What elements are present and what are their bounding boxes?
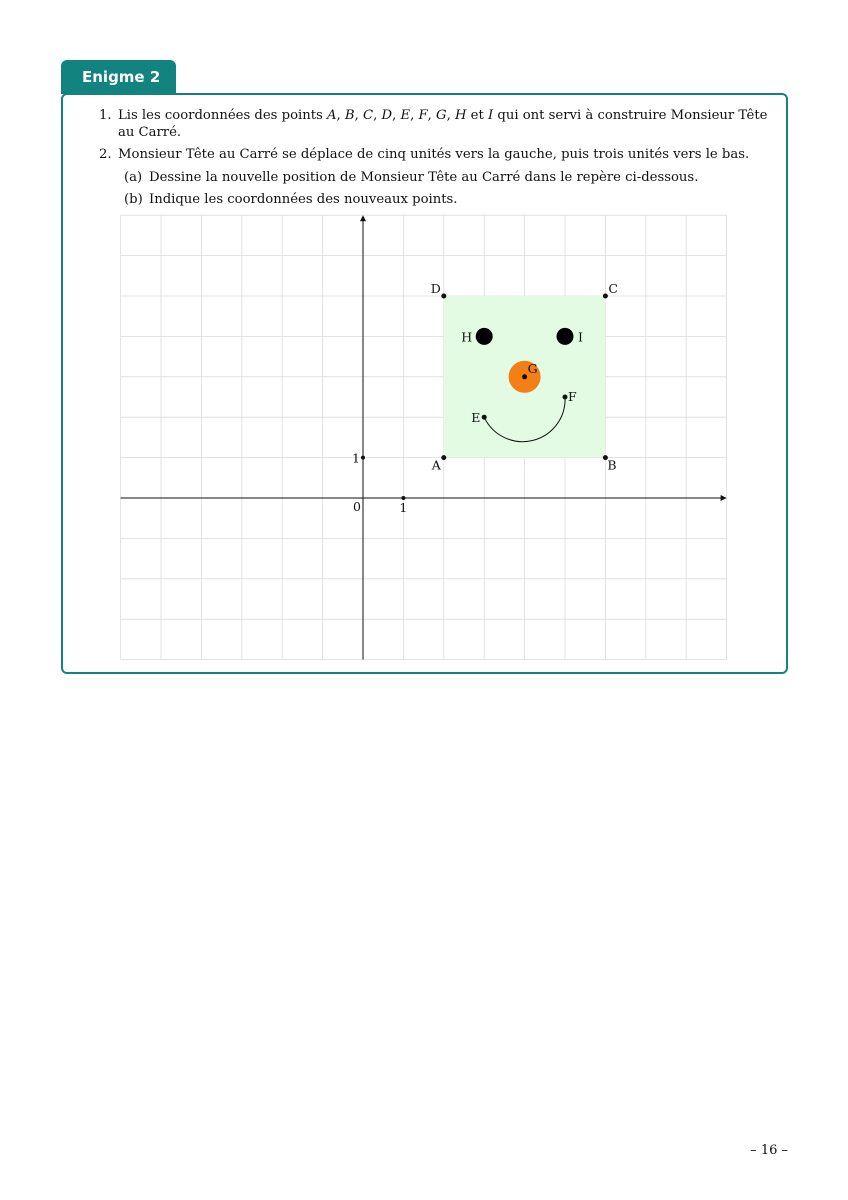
question-1-line-1: Lis les coordonnées des points A, B, C, D, E, F, G, H et I qui ont servi à construire Monsieur Tête	[118, 108, 768, 123]
label-H: H	[461, 329, 473, 345]
point-D	[441, 294, 446, 299]
subquestion-a-text: Dessine la nouvelle position de Monsieur Tête au Carré dans le repère ci-dessous.	[149, 170, 699, 185]
axes	[121, 215, 727, 659]
point-F	[563, 395, 568, 400]
question-2-text: Monsieur Tête au Carré se déplace de cinq unités vers la gauche, puis trois unités vers le bas.	[118, 147, 750, 162]
question-2-number: 2.	[99, 147, 112, 162]
point-G	[522, 374, 527, 379]
x-tick-label-1: 1	[399, 500, 408, 515]
label-C: C	[608, 281, 618, 296]
x-axis-arrow	[721, 495, 727, 501]
question-1-number: 1.	[99, 108, 112, 123]
subquestion-b-text: Indique les coordonnées des nouveaux points.	[149, 192, 458, 207]
origin-label: 0	[353, 499, 361, 514]
label-G: G	[527, 360, 538, 376]
point-A	[441, 455, 446, 460]
point-E	[482, 415, 487, 420]
question-1-line-2: au Carré.	[118, 125, 182, 140]
y-axis-arrow	[360, 215, 366, 221]
subquestion-b-label: (b)	[124, 192, 143, 207]
tick-y-1	[361, 456, 365, 460]
y-tick-label-1: 1	[352, 450, 360, 466]
subquestion-a-label: (a)	[124, 170, 143, 185]
grid-lines	[121, 215, 727, 659]
page-number: – 16 –	[750, 1143, 788, 1158]
label-A: A	[431, 457, 441, 473]
left-eye-H	[476, 328, 493, 345]
label-D: D	[430, 281, 441, 296]
label-F: F	[568, 389, 577, 404]
point-C	[603, 294, 608, 299]
enigme-title: Enigme 2	[82, 68, 161, 86]
label-B: B	[607, 457, 617, 473]
label-I: I	[578, 329, 583, 345]
label-E: E	[471, 410, 481, 426]
right-eye-I	[557, 328, 574, 345]
